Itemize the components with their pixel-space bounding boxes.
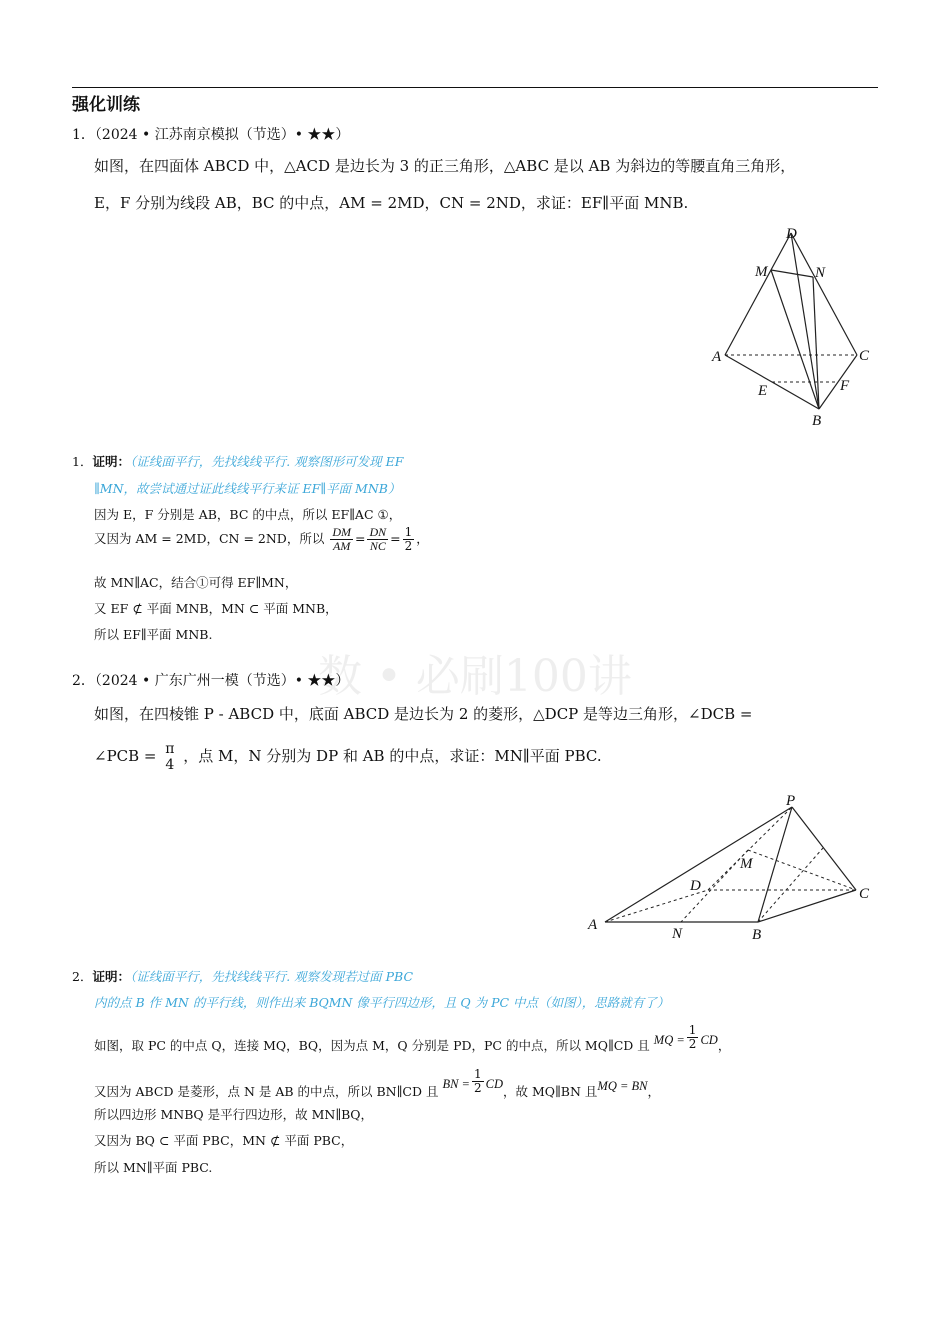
s1-first-line bbox=[72, 452, 403, 470]
s2-line-3: 所以四边形 MNBQ 是平行四边形，故 MN∥BQ， bbox=[94, 1107, 374, 1122]
label-a: A bbox=[712, 349, 722, 365]
s2-frac-half-1 bbox=[687, 1024, 699, 1051]
label-a: A bbox=[588, 917, 598, 933]
s2-line-2-text: 又因为 ABCD 是菱形，点 N 是 AB 的中点，所以 BN∥CD 且 bbox=[94, 1084, 439, 1099]
edge-pa bbox=[605, 807, 792, 922]
label-b: B bbox=[752, 927, 762, 943]
comma: ， bbox=[416, 531, 429, 546]
q2-head: 2．（2024 • 广东广州一模（节选）• ★★） bbox=[72, 673, 350, 689]
s2-mq-eq-bn: MQ = BN bbox=[597, 1079, 648, 1093]
label-c: C bbox=[859, 348, 870, 364]
s2-hint-2: 内的点 B 作 MN 的平行线，则作出来 BQMN 像平行四边形，且 Q 为 PC 中点（如图），思路就有了） bbox=[94, 995, 670, 1010]
q2-pyramid-figure bbox=[580, 790, 880, 950]
s1-hint-1: （证线面平行，先找线线平行. 观察图形可发现 EF bbox=[129, 454, 404, 469]
edge-bc bbox=[819, 355, 857, 409]
s1-line-1: 因为 E，F 分别是 AB，BC 的中点，所以 EF∥AC ①， bbox=[94, 507, 402, 522]
segment-mn bbox=[771, 270, 813, 277]
label-n: N bbox=[815, 265, 826, 281]
frac-den: 2 bbox=[688, 1037, 697, 1051]
s2-cd: CD bbox=[700, 1033, 718, 1047]
q1-line2: E，F 分别为线段 AB，BC 的中点，AM = 2MD，CN = 2ND，求证：EF∥平面 MNB. bbox=[94, 194, 689, 212]
s1-line-5: 所以 EF∥平面 MNB. bbox=[94, 627, 213, 642]
s1-frac-dm-am bbox=[330, 526, 353, 553]
s2-line-1 bbox=[94, 1018, 730, 1068]
frac-den: AM bbox=[333, 539, 351, 553]
frac-den: 2 bbox=[404, 539, 413, 553]
edge-pc bbox=[792, 807, 856, 890]
q2-line1: 如图，在四棱锥 P - ABCD 中，底面 ABCD 是边长为 2 的菱形，△DCP 是等边三角形，∠DCB = bbox=[94, 705, 753, 723]
label-d: D bbox=[786, 226, 797, 242]
edge-bc bbox=[758, 890, 856, 922]
edge-ad bbox=[725, 233, 791, 355]
segment-mb bbox=[771, 270, 819, 409]
section-title: 强化训练 bbox=[72, 95, 140, 115]
label-m: M bbox=[740, 856, 753, 872]
s2-bn-eq: BN = bbox=[442, 1077, 470, 1091]
frac-den: 2 bbox=[473, 1081, 482, 1095]
frac-den: NC bbox=[369, 539, 386, 553]
s1-line-4: 又 EF ⊄ 平面 MNB，MN ⊂ 平面 MNB， bbox=[94, 601, 338, 616]
label-d: D bbox=[690, 878, 701, 894]
q1-head: 1．（2024 • 江苏南京模拟（节选）• ★★） bbox=[72, 127, 350, 143]
frac-num: DM bbox=[332, 525, 351, 539]
s1-line-2 bbox=[94, 522, 429, 556]
s1-line-3: 故 MN∥AC，结合①可得 EF∥MN， bbox=[94, 575, 298, 590]
s2-proof-label: 证明： bbox=[92, 969, 130, 984]
segment-mc-hidden bbox=[748, 850, 856, 890]
edge-ad-hidden bbox=[605, 890, 708, 922]
s1-frac-dn-nc bbox=[367, 526, 388, 553]
frac-den: 4 bbox=[165, 757, 175, 773]
s2-prefix: 2． bbox=[72, 969, 93, 984]
frac-num: 1 bbox=[404, 525, 413, 539]
label-e: E bbox=[758, 383, 768, 399]
s2-line-5: 所以 MN∥平面 PBC. bbox=[94, 1160, 213, 1175]
frac-num: DN bbox=[369, 525, 387, 539]
q2-angle-pcb: ∠PCB = bbox=[94, 747, 157, 765]
s2-line-2-mid: ，故 MQ∥BN 且 bbox=[503, 1084, 598, 1099]
q1-line1: 如图，在四面体 ABCD 中，△ACD 是边长为 3 的正三角形，△ABC 是以 AB 为斜边的等腰直角三角形， bbox=[94, 157, 796, 175]
s1-prefix: 1． bbox=[72, 454, 93, 469]
label-n: N bbox=[672, 926, 683, 942]
label-c: C bbox=[859, 886, 870, 902]
q2-frac-pi-4 bbox=[163, 741, 176, 773]
label-f: F bbox=[840, 378, 850, 394]
s2-frac-half-2 bbox=[472, 1068, 484, 1095]
s2-mq-eq: MQ = bbox=[653, 1033, 685, 1047]
label-b: B bbox=[812, 413, 822, 429]
frac-num: 1 bbox=[473, 1067, 482, 1081]
equals: = bbox=[355, 531, 366, 546]
label-p: P bbox=[786, 793, 796, 809]
watermark: 数 • 必刷100讲 bbox=[318, 651, 632, 702]
s2-line-1-text: 如图，取 PC 的中点 Q，连接 MQ，BQ，因为点 M，Q 分别是 PD，PC 的中点，所以 MQ∥CD 且 bbox=[94, 1038, 650, 1053]
s2-line-4: 又因为 BQ ⊂ 平面 PBC，MN ⊄ 平面 PBC， bbox=[94, 1133, 354, 1148]
comma: ， bbox=[717, 1038, 731, 1053]
s1-line-2-text: 又因为 AM = 2MD，CN = 2ND，所以 bbox=[94, 531, 325, 546]
frac-num: 1 bbox=[688, 1023, 697, 1037]
q2-line2 bbox=[94, 736, 602, 776]
s1-frac-half bbox=[403, 526, 415, 553]
label-m: M bbox=[755, 264, 768, 280]
header-rule bbox=[72, 87, 878, 88]
s2-first-line bbox=[72, 967, 413, 985]
comma: ， bbox=[647, 1084, 661, 1099]
s1-proof-label: 证明： bbox=[92, 454, 130, 469]
equals: = bbox=[390, 531, 401, 546]
frac-num: π bbox=[165, 741, 175, 757]
s1-hint-2: ∥MN，故尝试通过证此线线平行来证 EF∥平面 MNB） bbox=[94, 481, 401, 496]
q2-line2-rest: ，点 M，N 分别为 DP 和 AB 的中点，求证：MN∥平面 PBC. bbox=[183, 747, 602, 765]
q1-tetrahedron-figure bbox=[700, 220, 890, 435]
s2-cd: CD bbox=[485, 1077, 503, 1091]
s2-hint-1: （证线面平行，先找线线平行. 观察发现若过面 PBC bbox=[129, 969, 414, 984]
